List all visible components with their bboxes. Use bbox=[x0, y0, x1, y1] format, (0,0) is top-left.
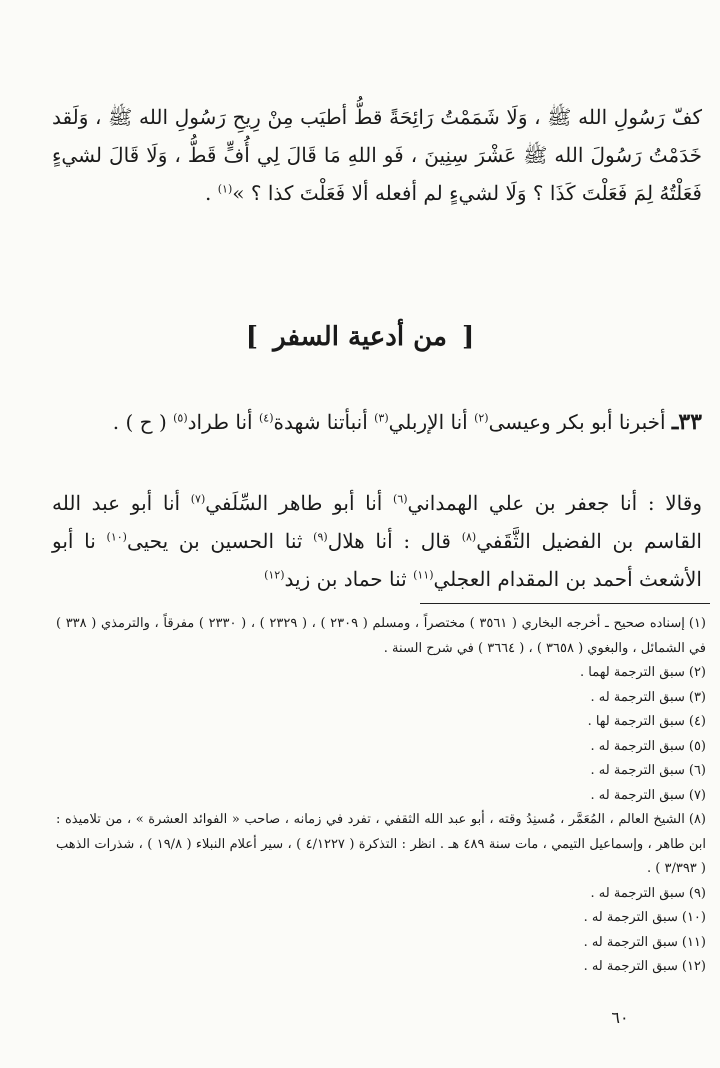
isnad-segment: أنا طراد bbox=[187, 410, 259, 434]
footnote-number: (١٠) bbox=[681, 910, 706, 925]
hadith-text-continuation bbox=[52, 98, 702, 212]
footnote bbox=[56, 661, 706, 686]
footnote-ref: (٥) bbox=[173, 411, 188, 425]
footnotes bbox=[56, 612, 706, 980]
hadith-continuation-text: كفّ رَسُولِ الله ﷺ ، وَلَا شَمَمْتُ رَائِحَةً قطُّ أطيَب مِنْ رِيحِ رَسُولِ الله ﷺ ، وَلَقد خَدَمْتُ رَسُولَ الله ﷺ عَشْرَ سِنِينَ ، فَو اللهِ مَا قَالَ لِي أُفٍّ قَطُّ ، وَلَا قَالَ لشيءٍ فَعَلْتُهُ لِمَ فَعَلْتَ كَذَا ؟ وَلَا لشيءٍ لم أفعله ألا فَعَلْتَ كذا ؟ » bbox=[52, 105, 702, 205]
hadith-33-isnad bbox=[52, 403, 702, 441]
footnote-ref: (١٢) bbox=[264, 568, 285, 582]
section-heading bbox=[0, 322, 720, 352]
heading-close-bracket: ] bbox=[245, 322, 259, 352]
footnote-ref: (١) bbox=[217, 182, 233, 196]
footnote-ref: (١٠) bbox=[106, 530, 127, 544]
footnote-number: (٨) bbox=[688, 812, 706, 827]
footnote-number: (٢) bbox=[688, 665, 706, 680]
footnote-text: إسناده صحيح ـ أخرجه البخاري ( ٣٥٦١ ) مختصراً ، ومسلم ( ٢٣٠٩ ) ، ( ٢٣٢٩ ) ، ( ٢٣٣٠ ) مفرقاً ، والترمذي ( ٣٣٨ ) في الشمائل ، والبغوي ( ٣٦٥٨ ) ، ( ٣٦٦٤ ) في شرح السنة . bbox=[56, 616, 706, 656]
hadith-33-chain bbox=[52, 484, 702, 598]
footnote-ref: (٣) bbox=[374, 411, 389, 425]
footnote-number: (٥) bbox=[688, 738, 706, 754]
chain-segment: أنا أبو عبد الله القاسم بن الفضيل الثَّقَفي bbox=[52, 491, 702, 553]
footnote bbox=[56, 882, 706, 907]
footnote-ref: (٨) bbox=[461, 530, 477, 544]
footnote bbox=[56, 931, 706, 956]
footnote bbox=[56, 955, 706, 980]
footnote-text: سبق الترجمة له . bbox=[590, 787, 685, 803]
footnote-text: سبق الترجمة له . bbox=[590, 689, 685, 705]
footnote-text: سبق الترجمة لها . bbox=[587, 714, 685, 729]
footnote-number: (٤) bbox=[688, 714, 706, 729]
footnote-number: (١٢) bbox=[681, 959, 706, 974]
hadith-number: ٣٣ـ bbox=[671, 409, 702, 435]
footnote-ref: (٤) bbox=[258, 411, 274, 425]
footnote-number: (٣) bbox=[688, 689, 706, 705]
footnote-ref: (٩) bbox=[313, 530, 328, 544]
footnote-number: (٧) bbox=[688, 787, 706, 803]
footnote-text: سبق الترجمة لهما . bbox=[580, 665, 685, 680]
footnote-separator bbox=[420, 603, 710, 604]
footnote bbox=[56, 808, 706, 882]
isnad-segment: أنبأتنا شهدة bbox=[273, 410, 375, 434]
footnote-text: سبق الترجمة له . bbox=[583, 934, 678, 950]
chain-segment: ثنا الحسين بن يحيى bbox=[126, 529, 314, 553]
footnote-text: سبق الترجمة له . bbox=[590, 885, 685, 901]
footnote bbox=[56, 759, 706, 784]
footnote-ref: (٧) bbox=[190, 492, 206, 506]
footnote bbox=[56, 906, 706, 931]
footnote-number: (٩) bbox=[688, 885, 706, 901]
footnote bbox=[56, 612, 706, 661]
footnote bbox=[56, 784, 706, 809]
footnote-text: سبق الترجمة له . bbox=[590, 763, 685, 778]
footnote-ref: (٢) bbox=[474, 411, 489, 425]
chain-segment: نا أبو الأشعث أحمد بن المقدام العجلي bbox=[52, 529, 702, 591]
footnote-number: (١) bbox=[688, 616, 706, 631]
heading-open-bracket: [ bbox=[461, 322, 475, 352]
isnad-segment: أخبرنا أبو بكر وعيسى bbox=[488, 410, 672, 434]
footnote bbox=[56, 686, 706, 711]
chain-segment: وقالا : أنا جعفر بن علي الهمداني bbox=[407, 491, 702, 515]
heading-title: من أدعية السفر bbox=[273, 322, 447, 352]
footnote-number: (٦) bbox=[688, 763, 706, 778]
footnote-ref: (١١) bbox=[413, 568, 434, 582]
chain-segment: أنا أبو طاهر السِّلَفي bbox=[205, 491, 394, 515]
footnote-ref: (٦) bbox=[393, 492, 408, 506]
page-number: ٦٠ bbox=[611, 1008, 629, 1027]
footnote bbox=[56, 735, 706, 760]
footnote-text: الشيخ العالم ، المُعَمَّر ، مُسنِدُ وقته ، أبو عبد الله الثقفي ، تفرد في زمانه ، صاحب « الفوائد العشرة » ، من تلاميذه : ابن طاهر ، وإسماعيل التيمي ، مات سنة ٤٨٩ هـ . انظر : التذكرة ( ٤/١٢٢٧ ) ، سير أعلام النبلاء ( ١٩/٨ ) ، شذرات الذهب ( ٣/٣٩٣ ) . bbox=[56, 812, 706, 876]
footnote-number: (١١) bbox=[681, 934, 706, 950]
isnad-segment: ( ح ) . bbox=[112, 410, 174, 434]
chain-segment: ثنا حماد بن زيد bbox=[284, 567, 414, 591]
footnote-text: سبق الترجمة له . bbox=[583, 910, 678, 925]
footnote bbox=[56, 710, 706, 735]
chain-segment: قال : أنا هلال bbox=[327, 529, 462, 553]
footnote-text: سبق الترجمة له . bbox=[590, 738, 685, 754]
isnad-segment: أنا الإربلي bbox=[388, 410, 475, 434]
sentence-end: . bbox=[205, 181, 218, 205]
footnote-text: سبق الترجمة له . bbox=[583, 959, 678, 974]
